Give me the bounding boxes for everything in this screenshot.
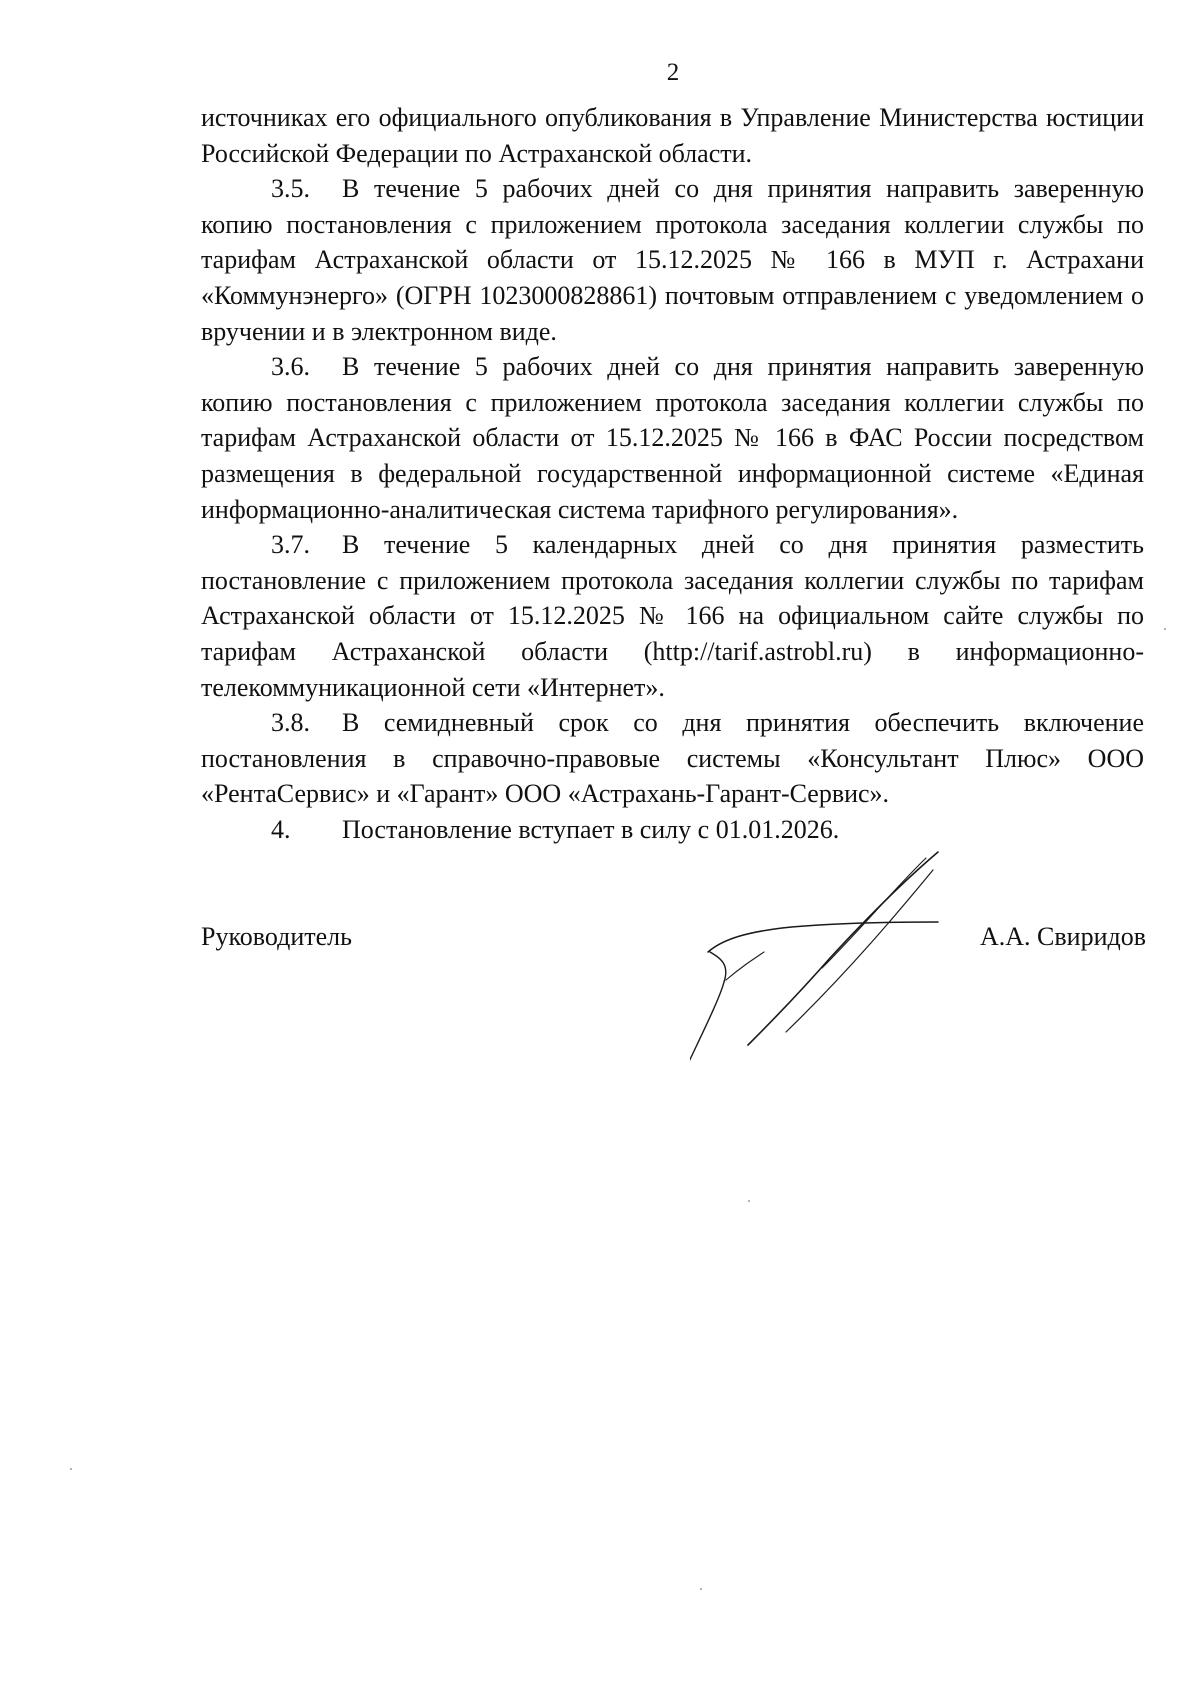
item-3-5: [201, 171, 1144, 349]
item-text: В течение 5 рабочих дней со дня принятия направить заверенную копию постановления с приложением протокола заседания коллегии службы по тарифам Астраханской области от 15.12.2025 № 166 в МУП г. Астрахани «Коммунэнерго» (ОГРН 1023000828861) почтовым отправлением с уведомлением о вручении и в электронном виде.: [201, 174, 1144, 346]
item-text: Постановление вступает в силу с 01.01.2026.: [342, 814, 840, 844]
signer-role: Руководитель: [201, 922, 352, 951]
item-3-7: [201, 527, 1144, 705]
item-text: В течение 5 календарных дней со дня принятия разместить постановление с приложением протокола заседания коллегии службы по тарифам Астраханской области от 15.12.2025 № 166 на официальном сайте службы по тарифам Астраханской области (http://tarif.astrobl.ru) в информационно-телекоммуникационной сети «Интернет».: [201, 530, 1144, 702]
page-number: 2: [666, 59, 680, 86]
item-text: В семидневный срок со дня принятия обеспечить включение постановления в справочно-правовые системы «Консультант Плюс» ООО «РентаСервис» и «Гарант» ООО «Астрахань-Гарант-Сервис».: [201, 708, 1144, 809]
item-4: [201, 812, 1144, 848]
scan-speck: [70, 1468, 72, 1470]
item-number: 3.5.: [271, 174, 310, 204]
scan-speck: [1164, 628, 1166, 630]
item-number: 3.6.: [271, 352, 310, 382]
document-body: [201, 100, 1144, 847]
signer-name: А.А. Свиридов: [979, 922, 1146, 951]
item-text: В течение 5 рабочих дней со дня принятия направить заверенную копию постановления с приложением протокола заседания коллегии службы по тарифам Астраханской области от 15.12.2025 № 166 в ФАС России посредством размещения в федеральной государственной информационной системе «Единая информационно-аналитическая система тарифного регулирования».: [201, 352, 1144, 524]
intro-paragraph: источниках его официального опубликования в Управление Министерства юстиции Российской Федерации по Астраханской области.: [201, 103, 1144, 168]
item-3-6: [201, 349, 1144, 527]
scan-speck: [700, 1588, 702, 1590]
item-3-8: [201, 705, 1144, 812]
handwritten-signature: [690, 840, 950, 1080]
scan-speck: [748, 1200, 750, 1202]
item-number: 3.7.: [271, 530, 310, 560]
item-number: 3.8.: [271, 708, 310, 738]
item-number: 4.: [271, 814, 291, 844]
